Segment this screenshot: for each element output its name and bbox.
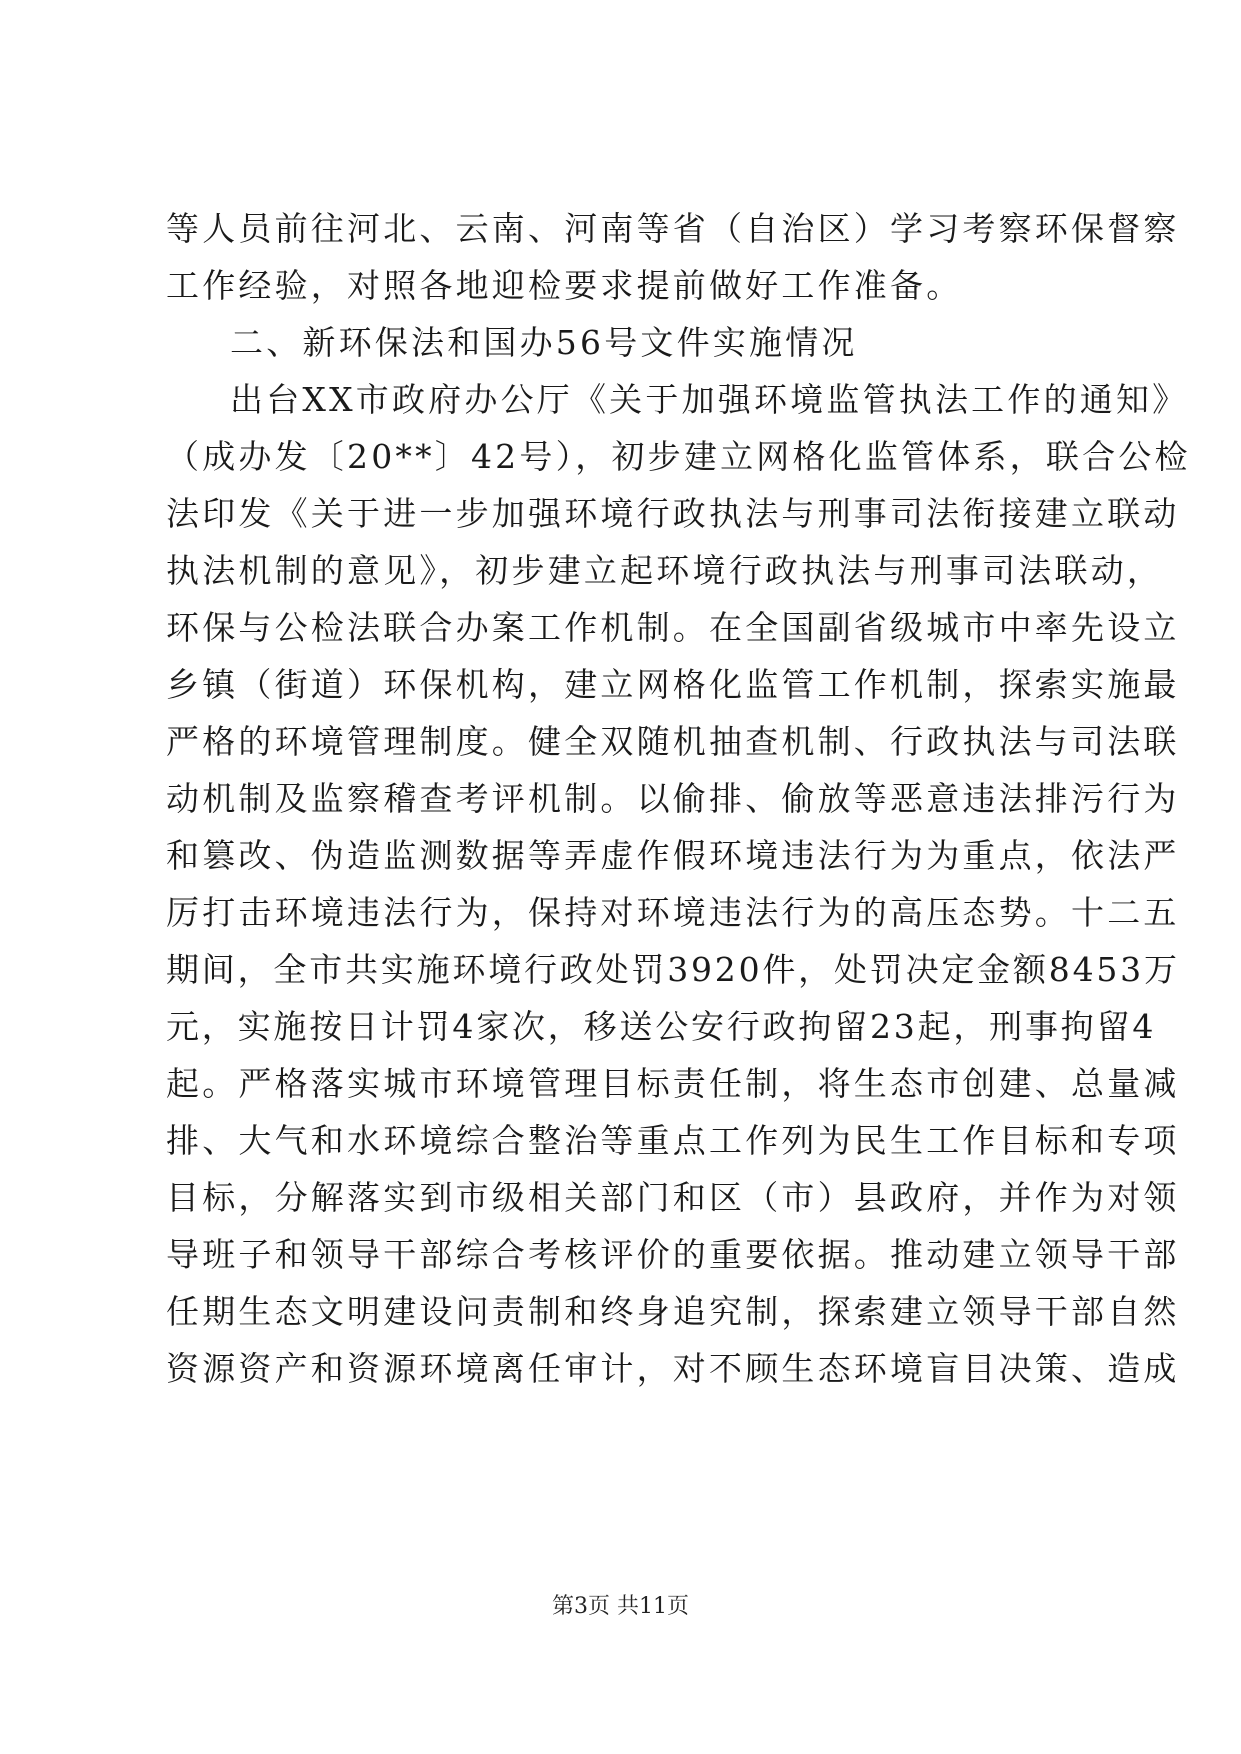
text-line: 出台XX市政府办公厅《关于加强环境监管执法工作的通知》 xyxy=(230,380,1189,419)
section-heading: 二、新环保法和国办56号文件实施情况 xyxy=(230,323,858,362)
text-line: 排、大气和水环境综合整治等重点工作列为民生工作目标和专项 xyxy=(166,1121,1180,1160)
text-line: 目标，分解落实到市级相关部门和区（市）县政府，并作为对领 xyxy=(166,1178,1180,1217)
text-line: 期间，全市共实施环境行政处罚3920件，处罚决定金额8453万 xyxy=(166,950,1180,989)
text-line: 执法机制的意见》，初步建立起环境行政执法与刑事司法联动， xyxy=(166,551,1164,590)
text-line: 任期生态文明建设问责制和终身追究制，探索建立领导干部自然 xyxy=(166,1292,1180,1331)
text-line: 乡镇（街道）环保机构，建立网格化监管工作机制，探索实施最 xyxy=(166,665,1180,704)
text-line: （成办发〔20**〕42号），初步建立网格化监管体系，联合公检 xyxy=(166,437,1191,476)
page-number-footer: 第3页 共11页 xyxy=(552,1594,689,1619)
text-line: 起。严格落实城市环境管理目标责任制，将生态市创建、总量减 xyxy=(166,1064,1180,1103)
text-line: 导班子和领导干部综合考核评价的重要依据。推动建立领导干部 xyxy=(166,1235,1180,1274)
text-line: 和篡改、伪造监测数据等弄虚作假环境违法行为为重点，依法严 xyxy=(166,836,1180,875)
text-line: 动机制及监察稽查考评机制。以偷排、偷放等恶意违法排污行为 xyxy=(166,779,1180,818)
text-line: 严格的环境管理制度。健全双随机抽查机制、行政执法与司法联 xyxy=(166,722,1180,761)
text-line: 等人员前往河北、云南、河南等省（自治区）学习考察环保督察 xyxy=(166,209,1180,248)
text-line: 元，实施按日计罚4家次，移送公安行政拘留23起，刑事拘留4 xyxy=(166,1007,1157,1046)
text-line: 法印发《关于进一步加强环境行政执法与刑事司法衔接建立联动 xyxy=(166,494,1180,533)
text-line: 厉打击环境违法行为，保持对环境违法行为的高压态势。十二五 xyxy=(166,893,1180,932)
text-line: 资源资产和资源环境离任审计，对不顾生态环境盲目决策、造成 xyxy=(166,1349,1180,1388)
text-line: 工作经验，对照各地迎检要求提前做好工作准备。 xyxy=(166,266,963,305)
text-line: 环保与公检法联合办案工作机制。在全国副省级城市中率先设立 xyxy=(166,608,1180,647)
